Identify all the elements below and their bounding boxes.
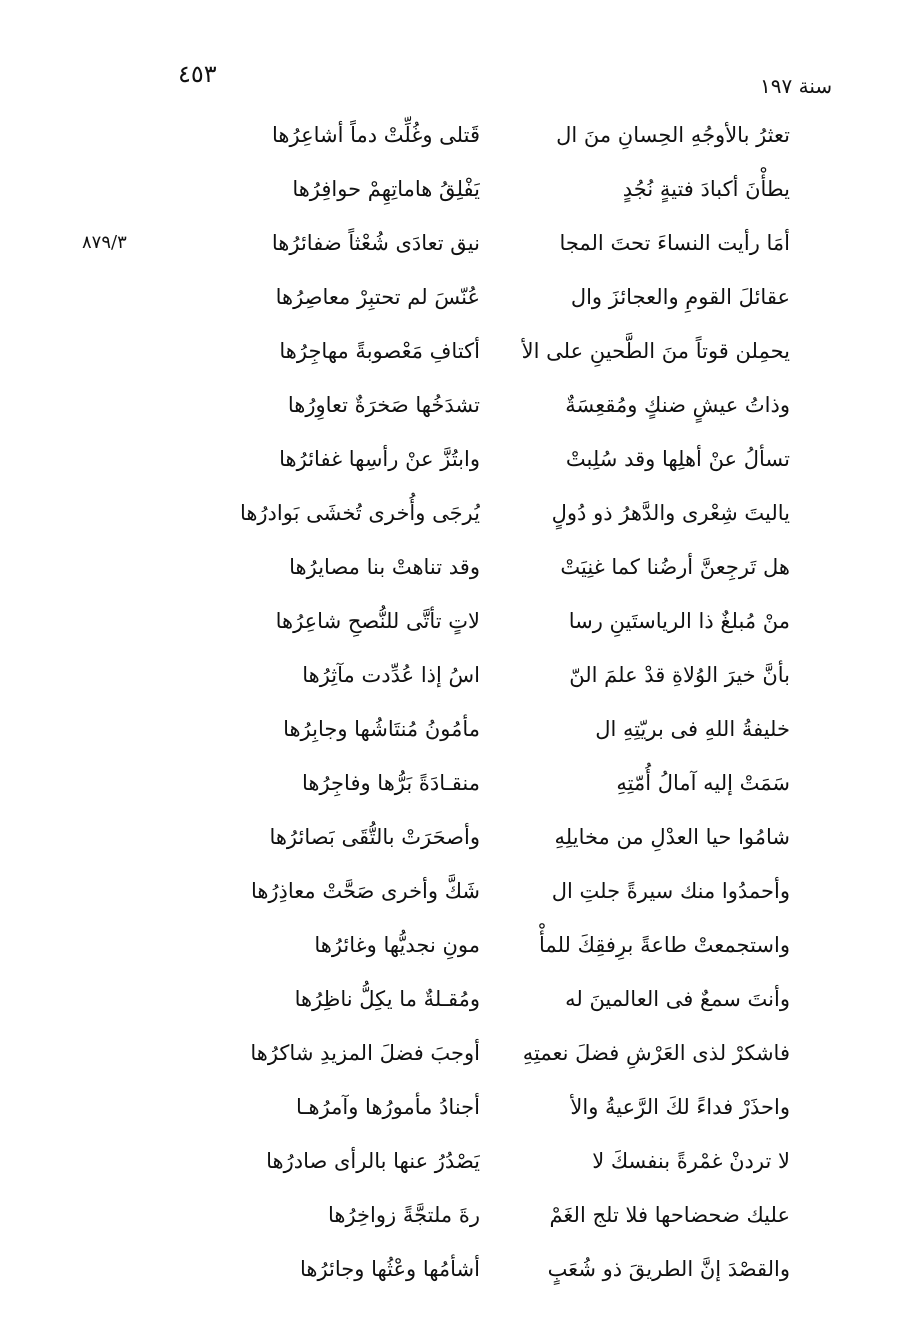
hemistich-first: منْ مُبلغٌ ذا الرياستَينِ رسا: [568, 609, 790, 633]
verse-line: [190, 1188, 790, 1242]
hemistich-first: خليفةُ اللهِ فى بريّتِهِ ال: [595, 717, 790, 741]
verse-line: [190, 378, 790, 432]
hemistich-second: لاتٍ تأتَّى للنُّصحِ شاعِرُها: [275, 609, 480, 633]
verse-line: [190, 216, 790, 270]
hemistich-second: أوجبَ فضلَ المزيدِ شاكرُها: [250, 1041, 480, 1065]
verse-line: [190, 756, 790, 810]
hemistich-second: أجنادُ مأمورُها وآمرُهـا: [295, 1095, 480, 1119]
verse-line: [190, 1134, 790, 1188]
verse-line: [190, 1080, 790, 1134]
hemistich-first: أمَا رأيت النساءَ تحتَ المجا: [559, 231, 790, 255]
verse-line: [190, 810, 790, 864]
hemistich-second: شَكَّ وأخرى صَحَّتْ معاذِرُها: [250, 879, 480, 903]
hemistich-second: وأصحَرَتْ بالتُّقَى بَصائرُها: [269, 825, 480, 849]
page-number: ٤٥٣: [178, 60, 217, 88]
verse-line: [190, 540, 790, 594]
hemistich-second: أكتافِ مَعْصوبةً مهاجِرُها: [279, 339, 480, 363]
verse-line: [190, 324, 790, 378]
verse-line: [190, 972, 790, 1026]
poem-verse-list: [190, 108, 790, 1281]
hemistich-first: والقصْدَ إنَّ الطريقَ ذو شُعَبٍ: [547, 1257, 790, 1281]
hemistich-first: يطأْنَ أكبادَ فتيةٍ نُجُدٍ: [622, 177, 790, 201]
hemistich-second: يَصْدُرُ عنها بالرأى صادرُها: [266, 1149, 480, 1173]
hemistich-first: هل تَرجِعنَّ أرضُنا كما غنِيَتْ: [560, 555, 790, 579]
hemistich-first: واستجمعتْ طاعةً برِفقِكَ للمأْ: [539, 933, 790, 957]
hemistich-first: فاشكرْ لذى العَرْشِ فضلَ نعمتِهِ: [522, 1041, 790, 1065]
verse-line: [190, 108, 790, 162]
hemistich-first: ياليتَ شِعْرى والدَّهرُ ذو دُولٍ: [551, 501, 790, 525]
hemistich-first: وأحمدُوا منك سيرةً جلتِ ال: [551, 879, 790, 903]
verse-line: [190, 270, 790, 324]
hemistich-first: سَمَتْ إليه آمالُ أُمّتِهِ: [616, 771, 790, 795]
hemistich-first: تسألُ عنْ أهلِها وقد سُلِبتْ: [565, 447, 790, 471]
verse-line: [190, 594, 790, 648]
verse-line: [190, 486, 790, 540]
hemistich-first: شامُوا حيا العدْلِ من مخايلِهِ: [554, 825, 790, 849]
verse-line: [190, 864, 790, 918]
hemistich-first: يحمِلن قوتاً منَ الطَّحينِ على الأ: [521, 339, 790, 363]
hemistich-second: منقـادَةً بَرُّها وفاجِرُها: [302, 771, 480, 795]
hemistich-first: تعثرُ بالأوجُهِ الحِسانِ منَ ال: [556, 123, 790, 147]
hemistich-first: عقائلَ القومِ والعجائزَ وال: [570, 285, 790, 309]
hemistich-second: عُنّسَ لم تحتبِرْ معاصِرُها: [275, 285, 480, 309]
verse-line: [190, 648, 790, 702]
hemistich-first: وذاتُ عيشٍ ضنكٍ ومُقعِسَةٌ: [565, 393, 790, 417]
margin-reference: ٨٧٩/٣: [82, 232, 127, 253]
hemistich-second: مونِ نجديُّها وغائرُها: [314, 933, 480, 957]
verse-line: [190, 162, 790, 216]
hemistich-second: نيق تعادَى شُعْثاً ضفائرُها: [271, 231, 480, 255]
hemistich-second: يَفْلِقُ هاماتِهِمْ حوافِرُها: [292, 177, 480, 201]
hemistich-first: عليك ضحضاحها فلا تلج الغَمْ: [549, 1203, 790, 1227]
hemistich-first: وأنتَ سمعٌ فى العالمينَ له: [565, 987, 790, 1011]
hemistich-first: لا تردنْ غمْرةً بنفسكَ لا: [592, 1149, 790, 1173]
hemistich-second: وابتُزَّ عنْ رأسِها غفائرُها: [279, 447, 480, 471]
hemistich-first: واحذَرْ فداءً لكَ الرَّعيةُ والأ: [570, 1095, 790, 1119]
hemistich-second: ومُقـلةٌ ما يكِلُّ ناظِرُها: [294, 987, 480, 1011]
hemistich-second: يُرجَى وأُخرى تُخشَى بَوادرُها: [239, 501, 480, 525]
verse-line: [190, 1242, 790, 1296]
verse-line: [190, 432, 790, 486]
hemistich-second: اسُ إذا عُدِّدت مآثِرُها: [302, 663, 480, 687]
hemistich-second: وقد تناهتْ بنا مصايرُها: [289, 555, 480, 579]
hemistich-second: تشدَخُها صَخرَةٌ تعاوِرُها: [287, 393, 480, 417]
verse-line: [190, 918, 790, 972]
hemistich-second: قَتلى وغُلِّتْ دماً أشاعِرُها: [272, 123, 480, 147]
verse-line: [190, 702, 790, 756]
hemistich-second: مأمُونُ مُنتَاشُها وجابِرُها: [283, 717, 480, 741]
hemistich-first: بأنَّ خيرَ الوُلاةِ قدْ علمَ النّ: [569, 663, 790, 687]
verse-line: [190, 1026, 790, 1080]
hemistich-second: رةَ ملتجَّةً زواخِرُها: [327, 1203, 480, 1227]
hemistich-second: أشأمُها وعْثُها وجائرُها: [299, 1257, 480, 1281]
year-header: سنة ١٩٧: [760, 74, 833, 98]
